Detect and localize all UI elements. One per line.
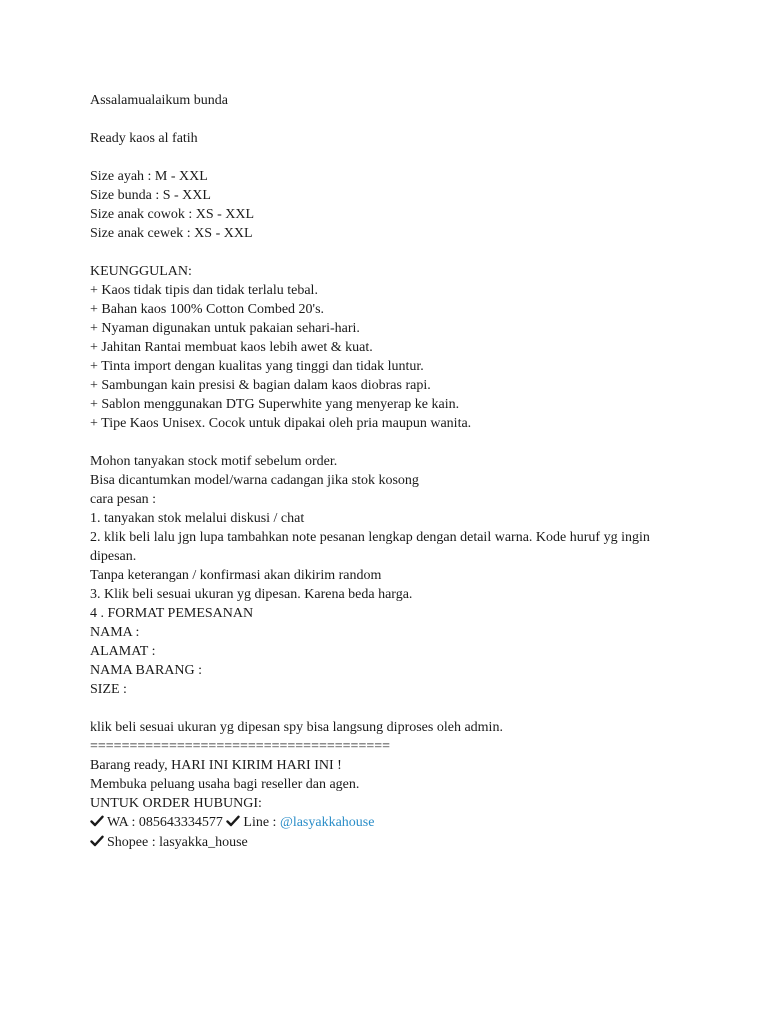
advantage-item: + Jahitan Rantai membuat kaos lebih awet & kuat. bbox=[90, 340, 373, 355]
advantages-section bbox=[90, 262, 690, 433]
shopee-contact-text: Shopee : lasyakka_house bbox=[107, 835, 248, 850]
closing-line: Barang ready, HARI INI KIRIM HARI INI ! bbox=[90, 758, 342, 773]
advantage-item: + Tipe Kaos Unisex. Cocok untuk dipakai oleh pria maupun wanita. bbox=[90, 416, 472, 431]
ordering-line: Mohon tanyakan stock motif sebelum order. bbox=[90, 454, 338, 469]
check-mark-icon bbox=[226, 815, 240, 827]
ordering-line: 2. klik beli lalu jgn lupa tambahkan note pesanan lengkap dengan detail warna. Kode huruf yg ingin bbox=[90, 530, 650, 545]
ordering-line: Bisa dicantumkan model/warna cadangan jika stok kosong bbox=[90, 473, 419, 488]
spacer bbox=[90, 699, 690, 718]
contact-line-shopee bbox=[90, 833, 690, 853]
line-handle-link[interactable]: @lasyakkahouse bbox=[279, 815, 375, 830]
check-mark-icon bbox=[90, 835, 104, 847]
ordering-line: 3. Klik beli sesuai ukuran yg dipesan. Karena beda harga. bbox=[90, 587, 413, 602]
order-format-field: ALAMAT : bbox=[90, 644, 156, 659]
advantage-item: + Sambungan kain presisi & bagian dalam kaos diobras rapi. bbox=[90, 378, 431, 393]
advantage-item: + Kaos tidak tipis dan tidak terlalu tebal. bbox=[90, 283, 318, 298]
spacer bbox=[90, 110, 690, 129]
ordering-line: Tanpa keterangan / konfirmasi akan dikirim random bbox=[90, 568, 382, 583]
order-format-field: SIZE : bbox=[90, 682, 127, 697]
contact-section bbox=[90, 813, 690, 853]
size-item: Size anak cowok : XS - XXL bbox=[90, 207, 255, 222]
spacer bbox=[90, 148, 690, 167]
line-contact-label: Line : bbox=[243, 815, 280, 830]
size-list bbox=[90, 167, 690, 243]
ordering-line: 1. tanyakan stok melalui diskusi / chat bbox=[90, 511, 305, 526]
size-item: Size anak cewek : XS - XXL bbox=[90, 226, 253, 241]
intro-text: Ready kaos al fatih bbox=[90, 131, 198, 146]
size-item: Size bunda : S - XXL bbox=[90, 188, 211, 203]
closing-section bbox=[90, 718, 690, 813]
advantage-item: + Sablon menggunakan DTG Superwhite yang menyerap ke kain. bbox=[90, 397, 460, 412]
contact-line-wa-line bbox=[90, 813, 690, 833]
check-mark-icon bbox=[90, 815, 104, 827]
spacer bbox=[90, 243, 690, 262]
divider-line: ====================================== bbox=[90, 739, 391, 754]
closing-line: Membuka peluang usaha bagi reseller dan agen. bbox=[90, 777, 360, 792]
size-item: Size ayah : M - XXL bbox=[90, 169, 208, 184]
ordering-line: dipesan. bbox=[90, 549, 137, 564]
document-body bbox=[90, 91, 690, 853]
ordering-line: cara pesan : bbox=[90, 492, 157, 507]
advantage-item: + Tinta import dengan kualitas yang tinggi dan tidak luntur. bbox=[90, 359, 424, 374]
spacer bbox=[90, 433, 690, 452]
greeting-text: Assalamualaikum bunda bbox=[90, 93, 229, 108]
closing-line: UNTUK ORDER HUBUNGI: bbox=[90, 796, 262, 811]
closing-note: klik beli sesuai ukuran yg dipesan spy bisa langsung diproses oleh admin. bbox=[90, 720, 503, 735]
advantage-item: + Nyaman digunakan untuk pakaian sehari-hari. bbox=[90, 321, 360, 336]
wa-contact-text: WA : 085643334577 bbox=[107, 815, 223, 830]
ordering-section bbox=[90, 452, 690, 699]
order-format-field: NAMA BARANG : bbox=[90, 663, 203, 678]
ordering-line: 4 . FORMAT PEMESANAN bbox=[90, 606, 254, 621]
order-format-field: NAMA : bbox=[90, 625, 140, 640]
advantages-heading: KEUNGGULAN: bbox=[90, 264, 192, 279]
advantage-item: + Bahan kaos 100% Cotton Combed 20's. bbox=[90, 302, 325, 317]
